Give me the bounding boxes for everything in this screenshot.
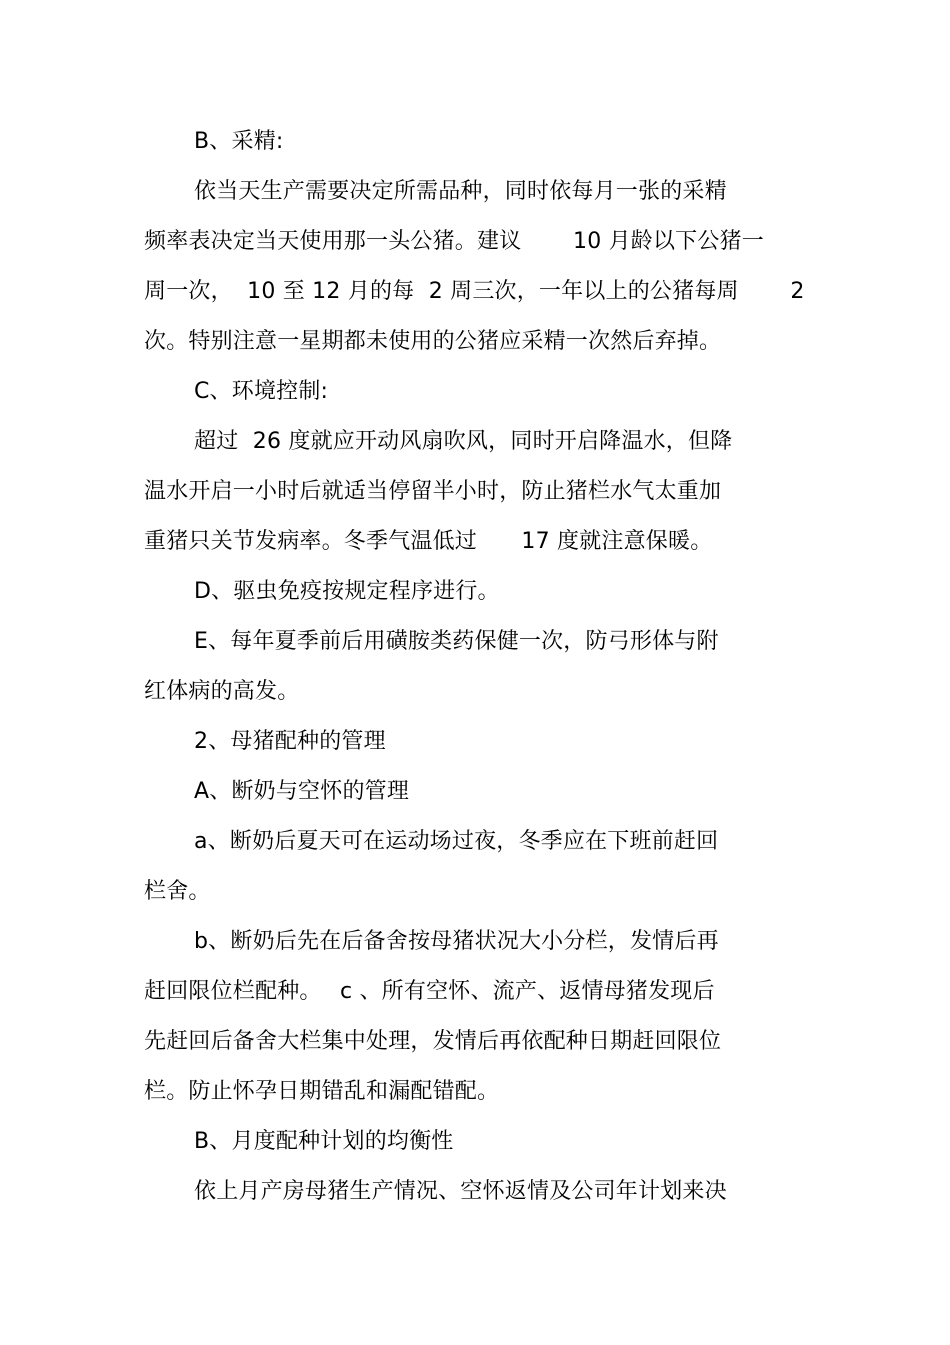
paragraph-line: 依当天生产需要决定所需品种，同时依每月一张的采精 xyxy=(194,179,727,204)
list-item-a: a、断奶后夏天可在运动场过夜，冬季应在下班前赶回 xyxy=(194,829,719,854)
paragraph-line: 红体病的高发。 xyxy=(144,679,300,704)
paragraph-line: 频率表决定当天使用那一头公猪。建议 10 月龄以下公猪一 xyxy=(144,229,764,254)
heading-b-monthly-plan: B、月度配种计划的均衡性 xyxy=(194,1129,454,1154)
paragraph-line: 依上月产房母猪生产情况、空怀返情及公司年计划来决 xyxy=(194,1179,727,1204)
paragraph-line: 先赶回后备舍大栏集中处理，发情后再依配种日期赶回限位 xyxy=(144,1029,722,1054)
heading-c-environment-control: C、环境控制: xyxy=(194,379,329,404)
paragraph-line: 周一次， 10 至 12 月的每 2 周三次，一年以上的公猪每周 2 xyxy=(144,279,805,304)
paragraph-line: 温水开启一小时后就适当停留半小时，防止猪栏水气太重加 xyxy=(144,479,722,504)
paragraph-line: 栏。防止怀孕日期错乱和漏配错配。 xyxy=(144,1079,500,1104)
paragraph-line: 次。特别注意一星期都未使用的公猪应采精一次然后弃掉。 xyxy=(144,329,722,354)
section-heading-sow-breeding: 2、母猪配种的管理 xyxy=(194,729,386,754)
heading-b-semen-collection: B、采精: xyxy=(194,129,284,154)
list-item-b: b、断奶后先在后备舍按母猪状况大小分栏，发情后再 xyxy=(194,929,719,954)
heading-d-deworming: D、驱虫免疫按规定程序进行。 xyxy=(194,579,500,604)
heading-e-healthcare: E、每年夏季前后用磺胺类药保健一次，防弓形体与附 xyxy=(194,629,719,654)
paragraph-line: 栏舍。 xyxy=(144,879,211,904)
paragraph-line: 赶回限位栏配种。 c 、所有空怀、流产、返情母猪发现后 xyxy=(144,979,715,1004)
heading-a-weaning: A、断奶与空怀的管理 xyxy=(194,779,410,804)
paragraph-line: 重猪只关节发病率。冬季气温低过 17 度就注意保暖。 xyxy=(144,529,713,554)
paragraph-line: 超过 26 度就应开动风扇吹风，同时开启降温水，但降 xyxy=(194,429,733,454)
